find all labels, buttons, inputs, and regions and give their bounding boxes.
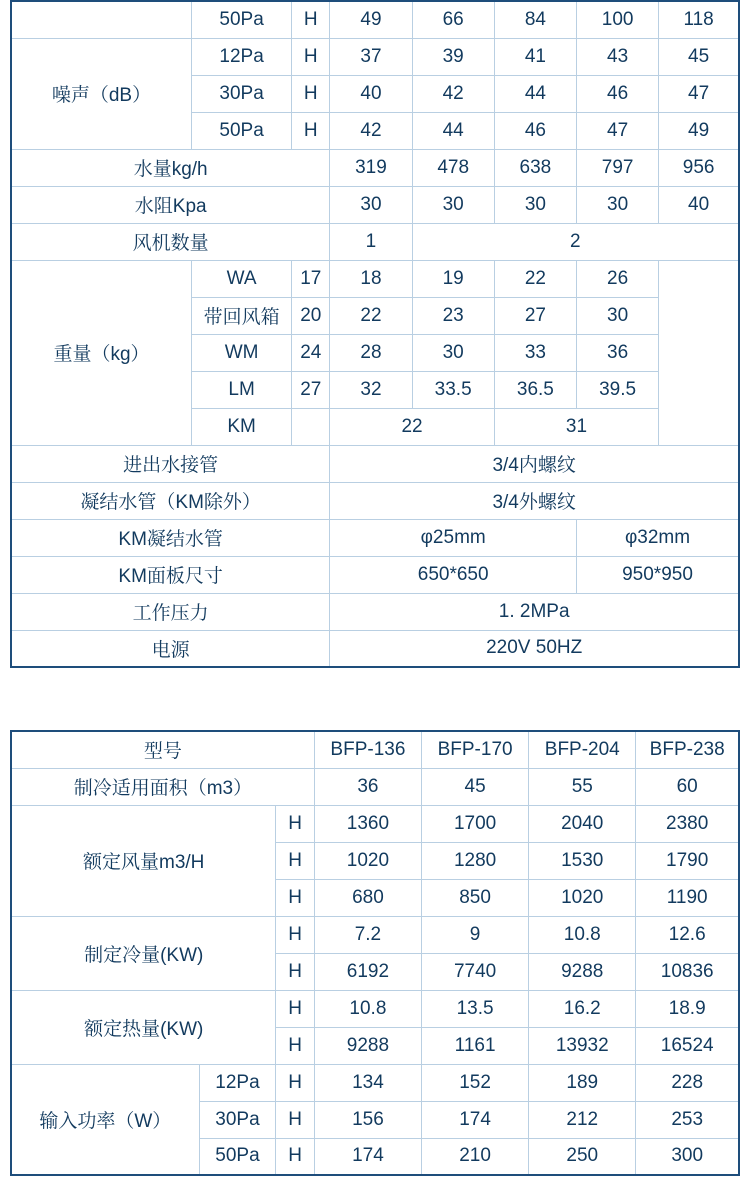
table-row bbox=[11, 482, 739, 519]
cell: 9288 bbox=[529, 953, 636, 990]
table-row bbox=[11, 990, 739, 1027]
cell: 12.6 bbox=[636, 916, 739, 953]
row-label-km-condensate-pipe: KM凝结水管 bbox=[11, 519, 330, 556]
header-model: BFP-136 bbox=[314, 731, 421, 768]
cell: 797 bbox=[577, 149, 659, 186]
cell: 84 bbox=[494, 1, 576, 38]
cell: 22 bbox=[330, 297, 412, 334]
cell: 1020 bbox=[314, 842, 421, 879]
cell: 27 bbox=[292, 371, 330, 408]
cell: 212 bbox=[529, 1101, 636, 1138]
cell: 253 bbox=[636, 1101, 739, 1138]
cell: 1530 bbox=[529, 842, 636, 879]
row-label bbox=[11, 1, 191, 38]
cell: 18.9 bbox=[636, 990, 739, 1027]
cell: 22 bbox=[330, 408, 494, 445]
header-model: BFP-238 bbox=[636, 731, 739, 768]
cell: 319 bbox=[330, 149, 412, 186]
header-model: BFP-170 bbox=[422, 731, 529, 768]
cell: 49 bbox=[330, 1, 412, 38]
cell: 1. 2MPa bbox=[330, 593, 739, 630]
cell: 30 bbox=[577, 186, 659, 223]
cell: 33.5 bbox=[412, 371, 494, 408]
row-label-condensate-pipe: 凝结水管（KM除外） bbox=[11, 482, 330, 519]
cell: 55 bbox=[529, 768, 636, 805]
row-label-input-power: 输入功率（W） bbox=[11, 1064, 199, 1175]
cell: 1700 bbox=[422, 805, 529, 842]
cell: 36 bbox=[314, 768, 421, 805]
spec-table-top bbox=[10, 0, 740, 668]
cell: 43 bbox=[577, 38, 659, 75]
cell: 9 bbox=[422, 916, 529, 953]
row-h: H bbox=[292, 38, 330, 75]
cell: 956 bbox=[659, 149, 739, 186]
row-h: H bbox=[276, 805, 314, 842]
cell: 26 bbox=[577, 260, 659, 297]
cell: 30 bbox=[577, 297, 659, 334]
cell: φ32mm bbox=[577, 519, 740, 556]
cell: 174 bbox=[314, 1138, 421, 1175]
cell: 1 bbox=[330, 223, 412, 260]
cell: 33 bbox=[494, 334, 576, 371]
cell: 32 bbox=[330, 371, 412, 408]
cell: 66 bbox=[412, 1, 494, 38]
table-row bbox=[11, 805, 739, 842]
row-sublabel: WM bbox=[191, 334, 291, 371]
row-h: H bbox=[276, 953, 314, 990]
table-separator bbox=[0, 668, 750, 730]
row-sublabel: 30Pa bbox=[199, 1101, 276, 1138]
cell: 27 bbox=[494, 297, 576, 334]
row-h: H bbox=[276, 879, 314, 916]
row-h: H bbox=[292, 112, 330, 149]
cell: 100 bbox=[577, 1, 659, 38]
cell: 46 bbox=[577, 75, 659, 112]
cell: 6192 bbox=[314, 953, 421, 990]
cell: 23 bbox=[412, 297, 494, 334]
cell: 7.2 bbox=[314, 916, 421, 953]
header-model: BFP-204 bbox=[529, 731, 636, 768]
cell: 30 bbox=[412, 186, 494, 223]
cell: 2380 bbox=[636, 805, 739, 842]
row-h: H bbox=[276, 842, 314, 879]
cell: 9288 bbox=[314, 1027, 421, 1064]
row-h: H bbox=[276, 916, 314, 953]
cell: 60 bbox=[636, 768, 739, 805]
cell: 18 bbox=[330, 260, 412, 297]
cell: 17 bbox=[292, 260, 330, 297]
row-sublabel: 50Pa bbox=[199, 1138, 276, 1175]
cell: 45 bbox=[659, 38, 739, 75]
cell: 31 bbox=[494, 408, 658, 445]
cell: 300 bbox=[636, 1138, 739, 1175]
row-label-cooling-capacity: 制定冷量(KW) bbox=[11, 916, 276, 990]
row-label-water-pipe: 进出水接管 bbox=[11, 445, 330, 482]
table-row bbox=[11, 1064, 739, 1101]
cell: 30 bbox=[412, 334, 494, 371]
cell: φ25mm bbox=[330, 519, 577, 556]
cell: 39.5 bbox=[577, 371, 659, 408]
cell: 24 bbox=[292, 334, 330, 371]
cell: 10836 bbox=[636, 953, 739, 990]
row-h: H bbox=[276, 1027, 314, 1064]
row-label-fan-count: 风机数量 bbox=[11, 223, 330, 260]
cell: 1280 bbox=[422, 842, 529, 879]
table-header-row bbox=[11, 731, 739, 768]
cell: 7740 bbox=[422, 953, 529, 990]
row-sublabel: 50Pa bbox=[191, 1, 291, 38]
row-h: H bbox=[292, 1, 330, 38]
row-h: H bbox=[276, 1138, 314, 1175]
row-label-water-flow: 水量kg/h bbox=[11, 149, 330, 186]
row-label-cooling-area: 制冷适用面积（m3） bbox=[11, 768, 314, 805]
cell: 28 bbox=[330, 334, 412, 371]
cell: 44 bbox=[494, 75, 576, 112]
cell: 250 bbox=[529, 1138, 636, 1175]
cell: 118 bbox=[659, 1, 739, 38]
row-sublabel: 12Pa bbox=[199, 1064, 276, 1101]
row-sublabel: 12Pa bbox=[191, 38, 291, 75]
cell: 36.5 bbox=[494, 371, 576, 408]
cell: 19 bbox=[412, 260, 494, 297]
cell: 1360 bbox=[314, 805, 421, 842]
row-sublabel: WA bbox=[191, 260, 291, 297]
cell bbox=[292, 408, 330, 445]
row-label-rated-airflow: 额定风量m3/H bbox=[11, 805, 276, 916]
table-row bbox=[11, 916, 739, 953]
table-row bbox=[11, 223, 739, 260]
cell: 45 bbox=[422, 768, 529, 805]
cell: 156 bbox=[314, 1101, 421, 1138]
row-h: H bbox=[276, 1064, 314, 1101]
row-sublabel: 50Pa bbox=[191, 112, 291, 149]
header-label-model: 型号 bbox=[11, 731, 314, 768]
row-sublabel: 30Pa bbox=[191, 75, 291, 112]
cell: 30 bbox=[330, 186, 412, 223]
table-row bbox=[11, 1, 739, 38]
cell: 22 bbox=[494, 260, 576, 297]
table-row bbox=[11, 445, 739, 482]
cell: 189 bbox=[529, 1064, 636, 1101]
row-label-power-supply: 电源 bbox=[11, 630, 330, 667]
cell: 950*950 bbox=[577, 556, 740, 593]
cell: 49 bbox=[659, 112, 739, 149]
row-h: H bbox=[276, 990, 314, 1027]
cell: 680 bbox=[314, 879, 421, 916]
table-row bbox=[11, 556, 739, 593]
cell: 36 bbox=[577, 334, 659, 371]
row-label-noise: 噪声（dB） bbox=[11, 38, 191, 149]
cell: 638 bbox=[494, 149, 576, 186]
row-h: H bbox=[276, 1101, 314, 1138]
cell: 3/4外螺纹 bbox=[330, 482, 739, 519]
cell: 42 bbox=[412, 75, 494, 112]
cell: 3/4内螺纹 bbox=[330, 445, 739, 482]
cell: 46 bbox=[494, 112, 576, 149]
table-row bbox=[11, 38, 739, 75]
row-sublabel: LM bbox=[191, 371, 291, 408]
cell: 220V 50HZ bbox=[330, 630, 739, 667]
table-row bbox=[11, 768, 739, 805]
table-row bbox=[11, 593, 739, 630]
cell: 47 bbox=[577, 112, 659, 149]
spec-table-bottom bbox=[10, 730, 740, 1176]
row-label-water-resistance: 水阻Kpa bbox=[11, 186, 330, 223]
cell: 2040 bbox=[529, 805, 636, 842]
cell: 1161 bbox=[422, 1027, 529, 1064]
cell: 174 bbox=[422, 1101, 529, 1138]
table-row bbox=[11, 630, 739, 667]
table-row bbox=[11, 519, 739, 556]
cell: 10.8 bbox=[529, 916, 636, 953]
cell: 650*650 bbox=[330, 556, 577, 593]
cell: 1790 bbox=[636, 842, 739, 879]
cell: 228 bbox=[636, 1064, 739, 1101]
cell: 478 bbox=[412, 149, 494, 186]
cell: 210 bbox=[422, 1138, 529, 1175]
cell: 47 bbox=[659, 75, 739, 112]
cell: 16524 bbox=[636, 1027, 739, 1064]
row-label-weight: 重量（kg） bbox=[11, 260, 191, 445]
cell: 1190 bbox=[636, 879, 739, 916]
cell: 40 bbox=[659, 186, 739, 223]
cell: 44 bbox=[412, 112, 494, 149]
row-h: H bbox=[292, 75, 330, 112]
table-row bbox=[11, 149, 739, 186]
table-row bbox=[11, 186, 739, 223]
cell: 39 bbox=[412, 38, 494, 75]
row-sublabel: KM bbox=[191, 408, 291, 445]
row-label-heating-capacity: 额定热量(KW) bbox=[11, 990, 276, 1064]
cell: 40 bbox=[330, 75, 412, 112]
cell: 850 bbox=[422, 879, 529, 916]
cell: 134 bbox=[314, 1064, 421, 1101]
cell: 1020 bbox=[529, 879, 636, 916]
cell: 41 bbox=[494, 38, 576, 75]
cell: 13.5 bbox=[422, 990, 529, 1027]
cell: 13932 bbox=[529, 1027, 636, 1064]
cell: 20 bbox=[292, 297, 330, 334]
cell: 37 bbox=[330, 38, 412, 75]
row-label-km-panel-size: KM面板尺寸 bbox=[11, 556, 330, 593]
cell: 152 bbox=[422, 1064, 529, 1101]
cell: 42 bbox=[330, 112, 412, 149]
cell: 30 bbox=[494, 186, 576, 223]
cell: 2 bbox=[412, 223, 739, 260]
cell: 16.2 bbox=[529, 990, 636, 1027]
cell: 10.8 bbox=[314, 990, 421, 1027]
table-row bbox=[11, 260, 739, 297]
row-sublabel: 带回风箱 bbox=[191, 297, 291, 334]
row-label-working-pressure: 工作压力 bbox=[11, 593, 330, 630]
